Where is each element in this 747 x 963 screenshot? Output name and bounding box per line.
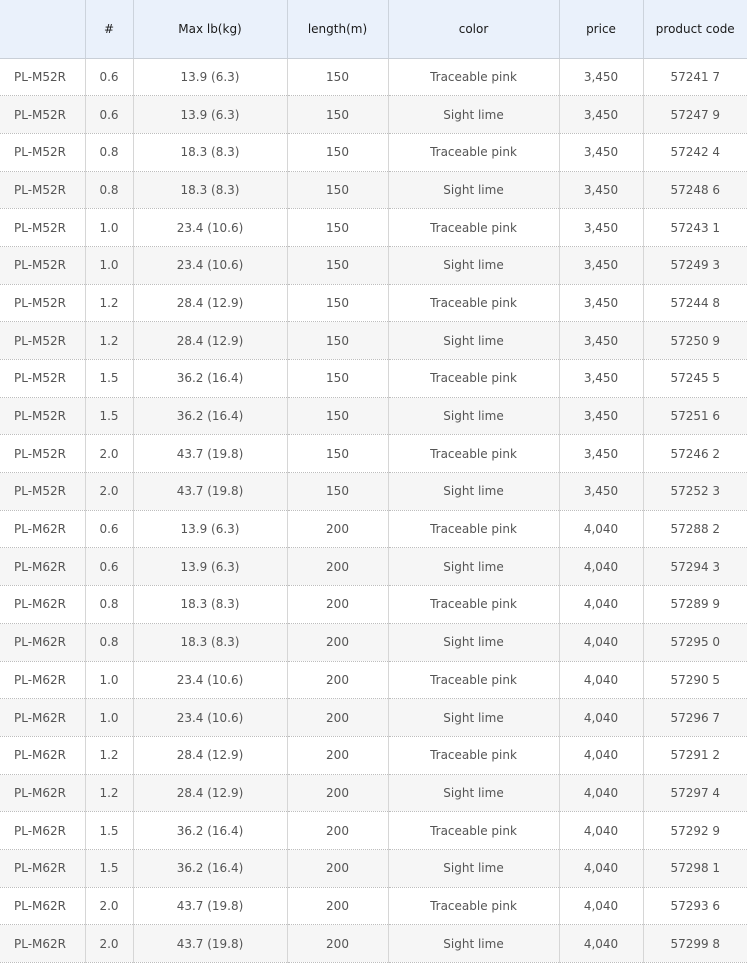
cell-number: 1.2: [85, 322, 133, 360]
cell-max-lb: 23.4 (10.6): [133, 699, 287, 737]
cell-price: 4,040: [559, 586, 643, 624]
cell-color: Sight lime: [388, 397, 559, 435]
table-row: [0, 96, 747, 134]
cell-max-lb: 28.4 (12.9): [133, 322, 287, 360]
cell-number: 2.0: [85, 925, 133, 963]
cell-price: 4,040: [559, 623, 643, 661]
cell-max-lb: 13.9 (6.3): [133, 510, 287, 548]
cell-number: 2.0: [85, 887, 133, 925]
cell-product-code: 57288 2: [643, 510, 747, 548]
cell-model: PL-M62R: [0, 661, 85, 699]
cell-number: 0.8: [85, 623, 133, 661]
cell-color: Traceable pink: [388, 887, 559, 925]
cell-model: PL-M62R: [0, 510, 85, 548]
cell-product-code: 57297 4: [643, 774, 747, 812]
cell-color: Sight lime: [388, 246, 559, 284]
cell-model: PL-M62R: [0, 887, 85, 925]
cell-max-lb: 18.3 (8.3): [133, 586, 287, 624]
cell-price: 4,040: [559, 887, 643, 925]
cell-model: PL-M62R: [0, 699, 85, 737]
table-row: [0, 133, 747, 171]
cell-color: Traceable pink: [388, 586, 559, 624]
cell-length: 150: [287, 96, 388, 134]
cell-model: PL-M62R: [0, 774, 85, 812]
table-row: [0, 812, 747, 850]
header-number: #: [85, 0, 133, 58]
table-row: [0, 586, 747, 624]
table-row: [0, 473, 747, 511]
header-max-lb: Max lb(kg): [133, 0, 287, 58]
cell-number: 1.2: [85, 284, 133, 322]
table-row: [0, 548, 747, 586]
cell-length: 200: [287, 699, 388, 737]
cell-max-lb: 23.4 (10.6): [133, 209, 287, 247]
cell-length: 200: [287, 661, 388, 699]
cell-model: PL-M62R: [0, 548, 85, 586]
cell-max-lb: 18.3 (8.3): [133, 623, 287, 661]
cell-product-code: 57290 5: [643, 661, 747, 699]
cell-model: PL-M52R: [0, 246, 85, 284]
cell-color: Traceable pink: [388, 360, 559, 398]
table-row: [0, 58, 747, 96]
cell-length: 200: [287, 548, 388, 586]
table-row: [0, 925, 747, 963]
table-row: [0, 661, 747, 699]
cell-price: 3,450: [559, 246, 643, 284]
table-header: [0, 0, 747, 58]
cell-length: 150: [287, 58, 388, 96]
cell-length: 200: [287, 925, 388, 963]
cell-length: 150: [287, 133, 388, 171]
cell-max-lb: 18.3 (8.3): [133, 171, 287, 209]
cell-length: 200: [287, 849, 388, 887]
table-row: [0, 736, 747, 774]
table-row: [0, 887, 747, 925]
cell-max-lb: 23.4 (10.6): [133, 246, 287, 284]
cell-product-code: 57242 4: [643, 133, 747, 171]
cell-max-lb: 36.2 (16.4): [133, 812, 287, 850]
cell-color: Sight lime: [388, 322, 559, 360]
cell-model: PL-M52R: [0, 473, 85, 511]
cell-model: PL-M52R: [0, 96, 85, 134]
table-body: [0, 58, 747, 963]
cell-product-code: 57245 5: [643, 360, 747, 398]
cell-product-code: 57299 8: [643, 925, 747, 963]
cell-product-code: 57296 7: [643, 699, 747, 737]
cell-number: 1.0: [85, 246, 133, 284]
cell-color: Sight lime: [388, 774, 559, 812]
header-length: length(m): [287, 0, 388, 58]
cell-price: 4,040: [559, 774, 643, 812]
cell-color: Traceable pink: [388, 58, 559, 96]
cell-price: 3,450: [559, 360, 643, 398]
cell-length: 150: [287, 322, 388, 360]
cell-model: PL-M62R: [0, 623, 85, 661]
cell-model: PL-M62R: [0, 586, 85, 624]
cell-model: PL-M52R: [0, 360, 85, 398]
cell-model: PL-M52R: [0, 435, 85, 473]
cell-color: Traceable pink: [388, 736, 559, 774]
cell-length: 150: [287, 284, 388, 322]
cell-max-lb: 36.2 (16.4): [133, 849, 287, 887]
cell-length: 150: [287, 209, 388, 247]
cell-length: 200: [287, 510, 388, 548]
cell-price: 3,450: [559, 171, 643, 209]
cell-model: PL-M52R: [0, 209, 85, 247]
cell-product-code: 57251 6: [643, 397, 747, 435]
cell-price: 3,450: [559, 473, 643, 511]
cell-number: 1.5: [85, 360, 133, 398]
cell-product-code: 57250 9: [643, 322, 747, 360]
cell-model: PL-M52R: [0, 133, 85, 171]
cell-color: Traceable pink: [388, 133, 559, 171]
cell-length: 150: [287, 360, 388, 398]
cell-max-lb: 18.3 (8.3): [133, 133, 287, 171]
cell-price: 3,450: [559, 435, 643, 473]
cell-product-code: 57248 6: [643, 171, 747, 209]
table-row: [0, 360, 747, 398]
cell-length: 150: [287, 397, 388, 435]
cell-number: 1.0: [85, 209, 133, 247]
cell-color: Sight lime: [388, 849, 559, 887]
cell-model: PL-M52R: [0, 171, 85, 209]
cell-max-lb: 36.2 (16.4): [133, 360, 287, 398]
cell-model: PL-M62R: [0, 812, 85, 850]
cell-max-lb: 43.7 (19.8): [133, 887, 287, 925]
header-row: [0, 0, 747, 58]
cell-number: 1.5: [85, 397, 133, 435]
cell-number: 1.2: [85, 736, 133, 774]
table-row: [0, 699, 747, 737]
cell-number: 2.0: [85, 473, 133, 511]
cell-color: Traceable pink: [388, 209, 559, 247]
cell-length: 200: [287, 586, 388, 624]
cell-color: Traceable pink: [388, 435, 559, 473]
cell-model: PL-M52R: [0, 397, 85, 435]
cell-max-lb: 43.7 (19.8): [133, 925, 287, 963]
cell-number: 1.5: [85, 812, 133, 850]
cell-color: Traceable pink: [388, 661, 559, 699]
cell-product-code: 57291 2: [643, 736, 747, 774]
cell-product-code: 57243 1: [643, 209, 747, 247]
cell-price: 4,040: [559, 925, 643, 963]
cell-price: 3,450: [559, 96, 643, 134]
cell-color: Sight lime: [388, 473, 559, 511]
cell-length: 200: [287, 736, 388, 774]
cell-number: 1.0: [85, 661, 133, 699]
cell-number: 0.6: [85, 58, 133, 96]
cell-price: 3,450: [559, 209, 643, 247]
cell-max-lb: 28.4 (12.9): [133, 736, 287, 774]
cell-model: PL-M52R: [0, 284, 85, 322]
cell-max-lb: 13.9 (6.3): [133, 548, 287, 586]
cell-product-code: 57295 0: [643, 623, 747, 661]
cell-number: 0.8: [85, 133, 133, 171]
cell-number: 0.8: [85, 586, 133, 624]
cell-product-code: 57241 7: [643, 58, 747, 96]
cell-max-lb: 43.7 (19.8): [133, 435, 287, 473]
table-row: [0, 284, 747, 322]
table-row: [0, 623, 747, 661]
cell-max-lb: 43.7 (19.8): [133, 473, 287, 511]
cell-product-code: 57289 9: [643, 586, 747, 624]
table-row: [0, 246, 747, 284]
cell-product-code: 57293 6: [643, 887, 747, 925]
cell-product-code: 57246 2: [643, 435, 747, 473]
header-color: color: [388, 0, 559, 58]
table-row: [0, 774, 747, 812]
cell-price: 4,040: [559, 548, 643, 586]
cell-number: 0.6: [85, 510, 133, 548]
cell-length: 150: [287, 473, 388, 511]
cell-number: 2.0: [85, 435, 133, 473]
cell-price: 3,450: [559, 322, 643, 360]
table-row: [0, 849, 747, 887]
cell-color: Sight lime: [388, 96, 559, 134]
cell-color: Traceable pink: [388, 284, 559, 322]
cell-model: PL-M52R: [0, 322, 85, 360]
cell-product-code: 57294 3: [643, 548, 747, 586]
cell-number: 0.6: [85, 548, 133, 586]
cell-model: PL-M62R: [0, 849, 85, 887]
cell-color: Traceable pink: [388, 812, 559, 850]
table-row: [0, 209, 747, 247]
cell-length: 200: [287, 623, 388, 661]
cell-max-lb: 13.9 (6.3): [133, 96, 287, 134]
cell-max-lb: 23.4 (10.6): [133, 661, 287, 699]
cell-color: Sight lime: [388, 925, 559, 963]
cell-length: 200: [287, 887, 388, 925]
cell-product-code: 57244 8: [643, 284, 747, 322]
cell-product-code: 57292 9: [643, 812, 747, 850]
cell-length: 150: [287, 246, 388, 284]
cell-product-code: 57249 3: [643, 246, 747, 284]
cell-price: 4,040: [559, 699, 643, 737]
cell-color: Sight lime: [388, 548, 559, 586]
cell-product-code: 57247 9: [643, 96, 747, 134]
cell-product-code: 57298 1: [643, 849, 747, 887]
cell-length: 150: [287, 171, 388, 209]
cell-length: 150: [287, 435, 388, 473]
cell-product-code: 57252 3: [643, 473, 747, 511]
cell-color: Sight lime: [388, 699, 559, 737]
cell-number: 1.5: [85, 849, 133, 887]
table-row: [0, 171, 747, 209]
table-row: [0, 397, 747, 435]
cell-price: 3,450: [559, 133, 643, 171]
cell-max-lb: 28.4 (12.9): [133, 284, 287, 322]
cell-price: 3,450: [559, 397, 643, 435]
cell-price: 4,040: [559, 661, 643, 699]
cell-number: 1.2: [85, 774, 133, 812]
header-model: [0, 0, 85, 58]
cell-max-lb: 36.2 (16.4): [133, 397, 287, 435]
cell-model: PL-M52R: [0, 58, 85, 96]
cell-color: Sight lime: [388, 171, 559, 209]
cell-price: 4,040: [559, 812, 643, 850]
cell-model: PL-M62R: [0, 925, 85, 963]
cell-number: 0.8: [85, 171, 133, 209]
cell-number: 1.0: [85, 699, 133, 737]
cell-price: 4,040: [559, 736, 643, 774]
cell-model: PL-M62R: [0, 736, 85, 774]
header-price: price: [559, 0, 643, 58]
cell-max-lb: 28.4 (12.9): [133, 774, 287, 812]
cell-price: 4,040: [559, 510, 643, 548]
table-row: [0, 435, 747, 473]
cell-length: 200: [287, 774, 388, 812]
header-product-code: product code: [643, 0, 747, 58]
cell-color: Sight lime: [388, 623, 559, 661]
cell-price: 4,040: [559, 849, 643, 887]
cell-length: 200: [287, 812, 388, 850]
cell-max-lb: 13.9 (6.3): [133, 58, 287, 96]
cell-price: 3,450: [559, 58, 643, 96]
table-row: [0, 510, 747, 548]
cell-color: Traceable pink: [388, 510, 559, 548]
cell-number: 0.6: [85, 96, 133, 134]
table-row: [0, 322, 747, 360]
cell-price: 3,450: [559, 284, 643, 322]
